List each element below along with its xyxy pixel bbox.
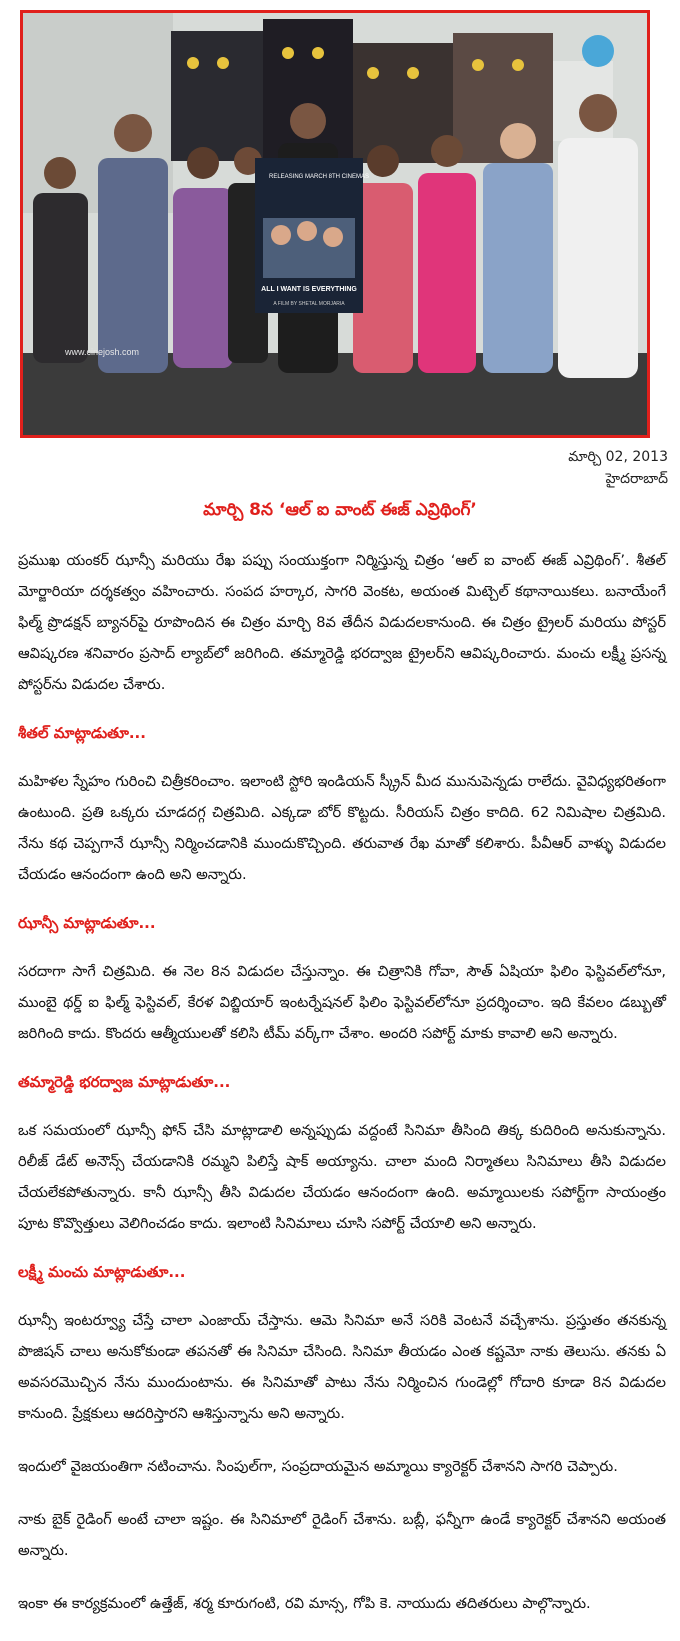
- section-paragraph: నాకు బైక్ రైడింగ్ అంటే చాలా ఇష్టం. ఈ సినిమాలో రైడింగ్ చేశాను. బబ్లీ, ఫన్నీగా ఉండే క్యారెక్టర్ చేశానని అయంత అన్నారు.: [18, 1511, 666, 1559]
- photo-watermark: www.cinejosh.com: [65, 347, 140, 357]
- event-photo-illustration: [23, 13, 647, 435]
- poster-title-text: ALL I WANT IS EVERYTHING: [261, 286, 357, 293]
- channel-logo: [582, 35, 614, 67]
- article-location: హైదరాబాద్: [605, 471, 668, 487]
- section-paragraph: ఒక సమయంలో ఝాన్సీ ఫోన్ చేసి మాట్లాడాలి అన్నప్పుడు వద్దంటే సినిమా తీసింది తిక్క కుదిరింది అనుకున్నాను. రిలీజ్ డేట్ అనౌన్స్ చేయడానికి రమ్మని పిలిస్తే షాక్ అయ్యాను. చాలా మంది నిర్మాతలు సినిమాలు తీసి విడుదల చేయలేకపోతున్నారు. కానీ ఝాన్సీ తీసి విడుదల చేయడం ఆనందంగా ఉంది. అమ్మాయిలకు సపోర్ట్‌గా సాయంత్రం పూట కొవ్వొత్తులు వెలిగించడం కాదు. ఇలాంటి సినిమాలు చూసి సపోర్ట్ చేయాలి అని అన్నారు.: [18, 1122, 666, 1232]
- section-paragraph: సరదాగా సాగే చిత్రమిది. ఈ నెల 8న విడుదల చేస్తున్నాం. ఈ చిత్రానికి గోవా, సౌత్ ఏషియా ఫిలిం ఫెస్టివల్‌లోనూ, ముంబై థర్డ్ ఐ ఫిల్మ్ ఫెస్టివల్, కేరళ విబ్జియార్ ఇంటర్నేషనల్ ఫిలిం ఫెస్టివల్‌లోనూ ప్రదర్శించాం. ఇది కేవలం డబ్బుతో జరిగింది కాదు. కొందరు ఆత్మీయులతో కలిసి టీమ్ వర్క్‌గా చేశాం. అందరి సపోర్ట్ మాకు కావాలి అని అన్నారు.: [18, 963, 666, 1042]
- section-paragraph: ఝాన్సీ ఇంటర్వ్యూ చేస్తే చాలా ఎంజాయ్ చేస్తాను. ఆమె సినిమా అనే సరికి వెంటనే వచ్చేశాను. ప్రస్తుతం తనకున్న పొజిషన్ చాలు అనుకోకుండా తపనతో ఈ సినిమా చేసింది. సినిమా తీయడం ఎంత కష్టమో నాకు తెలుసు. తనకు ఏ అవసరమొచ్చిన నేను ముందుంటాను. ఈ సినిమాతో పాటు నేను నిర్మించిన గుండెల్లో గోదారి కూడా 8న విడుదల కానుంది. ప్రేక్షకులు ఆదరిస్తారని ఆశిస్తున్నాను అని అన్నారు.: [18, 1312, 666, 1422]
- section-heading: ఝాన్సీ మాట్లాడుతూ...: [18, 914, 156, 932]
- article-meta: [568, 446, 668, 490]
- poster-filmby-text: A FILM BY SHETAL MORJARIA: [273, 301, 345, 307]
- section-heading: తమ్మారెడ్డి భరద్వాజ మాట్లాడుతూ...: [18, 1073, 231, 1091]
- article-date: మార్చి 02, 2013: [568, 449, 668, 465]
- section-paragraph: ఇంకా ఈ కార్యక్రమంలో ఉత్తేజ్, శర్మ కూరుగంటి, రవి మాన్స, గోపి కె. నాయుదు తదితరులు పాల్గొన్నారు.: [18, 1595, 591, 1612]
- poster-release-text: RELEASING MARCH 8TH CINEMAS: [268, 174, 370, 180]
- article-intro: ప్రముఖ యంకర్ ఝాన్సీ మరియు రేఖ పప్పు సంయుక్తంగా నిర్మిస్తున్న చిత్రం ‘ఆల్ ఐ వాంట్ ఈజ్ ఎవ్రిథింగ్’. శీతల్ మోర్జారియా దర్శకత్వం వహించారు. సంపద హర్కార, సాగరి వెంకట, అయంత మిట్చెల్ కథానాయికలు. బనాయేంగే ఫిల్మ్ ప్రొడక్షన్ బ్యానర్‌పై రూపొందిన ఈ చిత్రం మార్చి 8వ తేదీన విడుదలకానుంది. ఈ చిత్రం ట్రైలర్ మరియు పోస్టర్ ఆవిష్కరణ శనివారం ప్రసాద్ ల్యాబ్‌లో జరిగింది. తమ్మారెడ్డి భరద్వాజ ట్రైలర్‌ని ఆవిష్కరించారు. మంచు లక్ష్మీ ప్రసన్న పోస్టర్‌ను విడుదల చేశారు.: [18, 552, 666, 693]
- film-poster: [255, 158, 369, 313]
- section-paragraph: ఇందులో వైజయంతిగా నటించాను. సింపుల్‌గా, సంప్రదాయమైన అమ్మాయి క్యారెక్టర్ చేశానని సాగరి చెప్పారు.: [18, 1458, 618, 1475]
- article-headline: మార్చి 8న ‘ఆల్ ఐ వాంట్ ఈజ్ ఎవ్రిథింగ్’: [203, 500, 477, 520]
- section-heading: లక్ష్మీ మంచు మాట్లాడుతూ...: [18, 1263, 186, 1281]
- section-paragraph: మహిళల స్నేహం గురించి చిత్రీకరించాం. ఇలాంటి స్టోరి ఇండియన్ స్క్రీన్ మీద మునుపెన్నడు రాలేదు. వైవిధ్యభరితంగా ఉంటుంది. ప్రతి ఒక్కరు చూడదగ్గ చిత్రమిది. ఎక్కడా బోర్ కొట్టదు. సీరియస్ చిత్రం కాదిది. 62 నిమిషాల చిత్రమిది. నేను కథ చెప్పగానే ఝాన్సీ నిర్మించడానికి ముందుకొచ్చింది. తరువాత రేఖ మాతో కలిశారు. పీవీఆర్ వాళ్ళు విడుదల చేయడం ఆనందంగా ఉంది అని అన్నారు.: [18, 773, 666, 883]
- event-photo: [20, 10, 650, 438]
- backdrop-poster-1: [171, 31, 263, 161]
- section-heading: శీతల్ మాట్లాడుతూ...: [18, 724, 146, 742]
- article-body: [18, 545, 666, 1641]
